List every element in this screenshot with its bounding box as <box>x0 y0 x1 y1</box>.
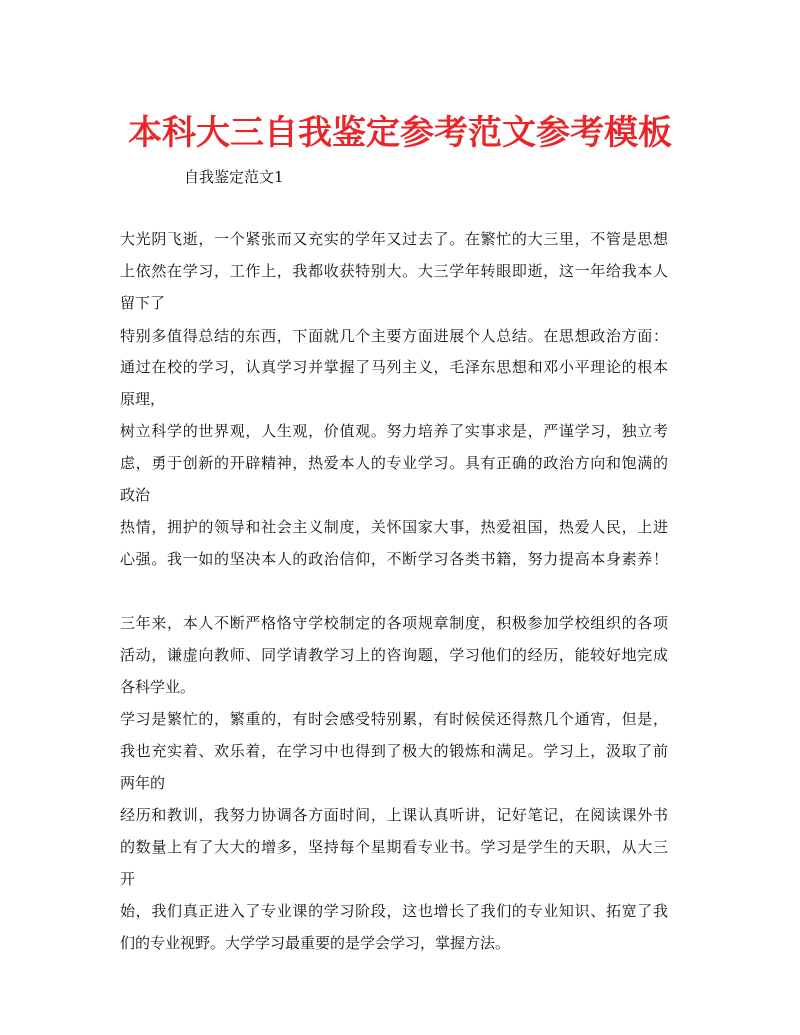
body-line: 学习是繁忙的，繁重的，有时会感受特别累，有时候侯还得熬几个通宵，但是， <box>120 710 668 728</box>
body-line: 通过在校的学习，认真学习并掌握了马列主义，毛泽东思想和邓小平理论的根本 <box>120 358 668 376</box>
body-line: 特别多值得总结的东西，下面就几个主要方面进展个人总结。在思想政治方面： <box>120 327 668 345</box>
body-line: 两年的 <box>120 774 166 792</box>
body-line: 心强。我一如的坚决本人的政治信仰，不断学习各类书籍，努力提高本身素养！ <box>120 550 668 568</box>
body-line: 热情，拥护的领导和社会主义制度，关怀国家大事，热爱祖国，热爱人民，上进 <box>120 518 668 536</box>
body-line: 活动，谦虚向教师、同学请教学习上的咨询题，学习他们的经历，能较好地完成 <box>120 646 668 664</box>
body-line: 大光阴飞逝，一个紧张而又充实的学年又过去了。在繁忙的大三里，不管是思想 <box>120 230 668 248</box>
body-line: 始，我们真正进入了专业课的学习阶段，这也增长了我们的专业知识、拓宽了我 <box>120 902 668 920</box>
body-line: 我也充实着、欢乐着，在学习中也得到了极大的锻炼和满足。学习上，汲取了前 <box>120 742 668 760</box>
body-line: 树立科学的世界观，人生观，价值观。努力培养了实事求是，严谨学习，独立考 <box>120 422 668 440</box>
body-line: 三年来，本人不断严格恪守学校制定的各项规章制度，积极参加学校组织的各项 <box>120 614 668 632</box>
body-line: 开 <box>120 870 136 888</box>
body-line: 原理， <box>120 390 166 408</box>
body-line: 们的专业视野。大学学习最重要的是学会学习，掌握方法。 <box>120 934 511 952</box>
body-line: 各科学业。 <box>120 678 196 696</box>
body-line: 留下了 <box>120 294 166 312</box>
document-subtitle: 自我鉴定范文1 <box>184 168 284 186</box>
body-line: 的数量上有了大大的增多，坚持每个星期看专业书。学习是学生的天职，从大三 <box>120 838 668 856</box>
body-line: 经历和教训，我努力协调各方面时间，上课认真听讲，记好笔记，在阅读课外书 <box>120 806 668 824</box>
body-line: 政治 <box>120 486 151 504</box>
document-title: 本科大三自我鉴定参考范文参考模板 <box>128 113 672 153</box>
body-line: 虑，勇于创新的开辟精神，热爱本人的专业学习。具有正确的政治方向和饱满的 <box>120 454 668 472</box>
body-line: 上依然在学习，工作上，我都收获特别大。大三学年转眼即逝，这一年给我本人 <box>120 262 668 280</box>
